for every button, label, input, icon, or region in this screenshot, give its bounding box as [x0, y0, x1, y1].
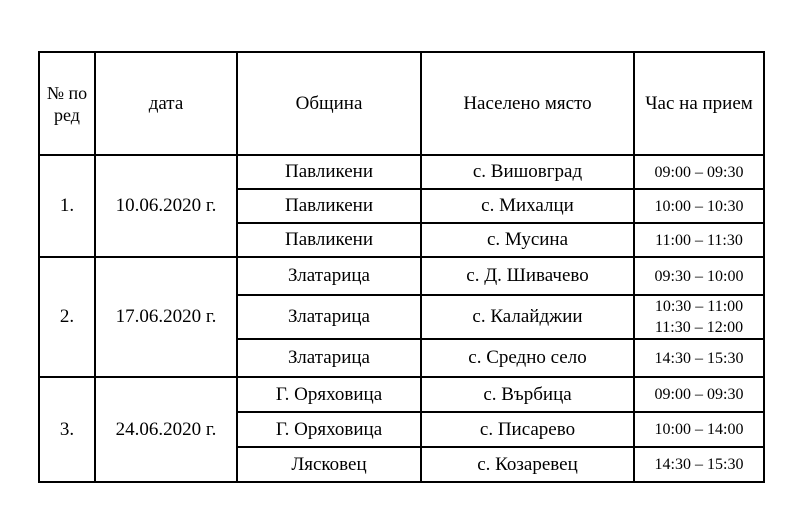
row-time: 11:00 – 11:30: [634, 223, 764, 257]
row-date: 17.06.2020 г.: [95, 257, 237, 377]
row-municipality: Павликени: [237, 155, 421, 189]
row-time: 09:30 – 10:00: [634, 257, 764, 295]
row-place: с. Д. Шивачево: [421, 257, 634, 295]
row-municipality: Лясковец: [237, 447, 421, 482]
row-place: с. Михалци: [421, 189, 634, 223]
row-municipality: Златарица: [237, 295, 421, 339]
row-date: 10.06.2020 г.: [95, 155, 237, 257]
table-row: [39, 155, 764, 189]
row-place: с. Козаревец: [421, 447, 634, 482]
header-date: дата: [95, 52, 237, 155]
row-municipality: Г. Оряховица: [237, 412, 421, 447]
row-number: 2.: [39, 257, 95, 377]
header-row: [39, 52, 764, 155]
row-time: 10:00 – 10:30: [634, 189, 764, 223]
row-number: 3.: [39, 377, 95, 482]
row-place: с. Вишовград: [421, 155, 634, 189]
schedule-table: [38, 51, 765, 483]
table-row: [39, 377, 764, 412]
row-time: 14:30 – 15:30: [634, 447, 764, 482]
row-place: с. Мусина: [421, 223, 634, 257]
row-municipality: Павликени: [237, 189, 421, 223]
row-municipality: Златарица: [237, 257, 421, 295]
table-row: [39, 257, 764, 295]
row-time: 09:00 – 09:30: [634, 155, 764, 189]
header-municipality: Община: [237, 52, 421, 155]
header-place: Населено място: [421, 52, 634, 155]
row-time-line: 10:30 – 11:00: [654, 298, 744, 315]
row-time: 10:00 – 14:00: [634, 412, 764, 447]
row-place: с. Писарево: [421, 412, 634, 447]
row-time: 14:30 – 15:30: [634, 339, 764, 377]
row-time-line: 11:30 – 12:00: [654, 319, 744, 336]
row-place: с. Калайджии: [421, 295, 634, 339]
header-time: Час на прием: [634, 52, 764, 155]
row-time: [634, 295, 764, 339]
row-place: с. Върбица: [421, 377, 634, 412]
row-time: 09:00 – 09:30: [634, 377, 764, 412]
header-number: № по ред: [39, 52, 95, 155]
row-date: 24.06.2020 г.: [95, 377, 237, 482]
row-municipality: Златарица: [237, 339, 421, 377]
row-number: 1.: [39, 155, 95, 257]
row-place: с. Средно село: [421, 339, 634, 377]
row-municipality: Павликени: [237, 223, 421, 257]
row-municipality: Г. Оряховица: [237, 377, 421, 412]
